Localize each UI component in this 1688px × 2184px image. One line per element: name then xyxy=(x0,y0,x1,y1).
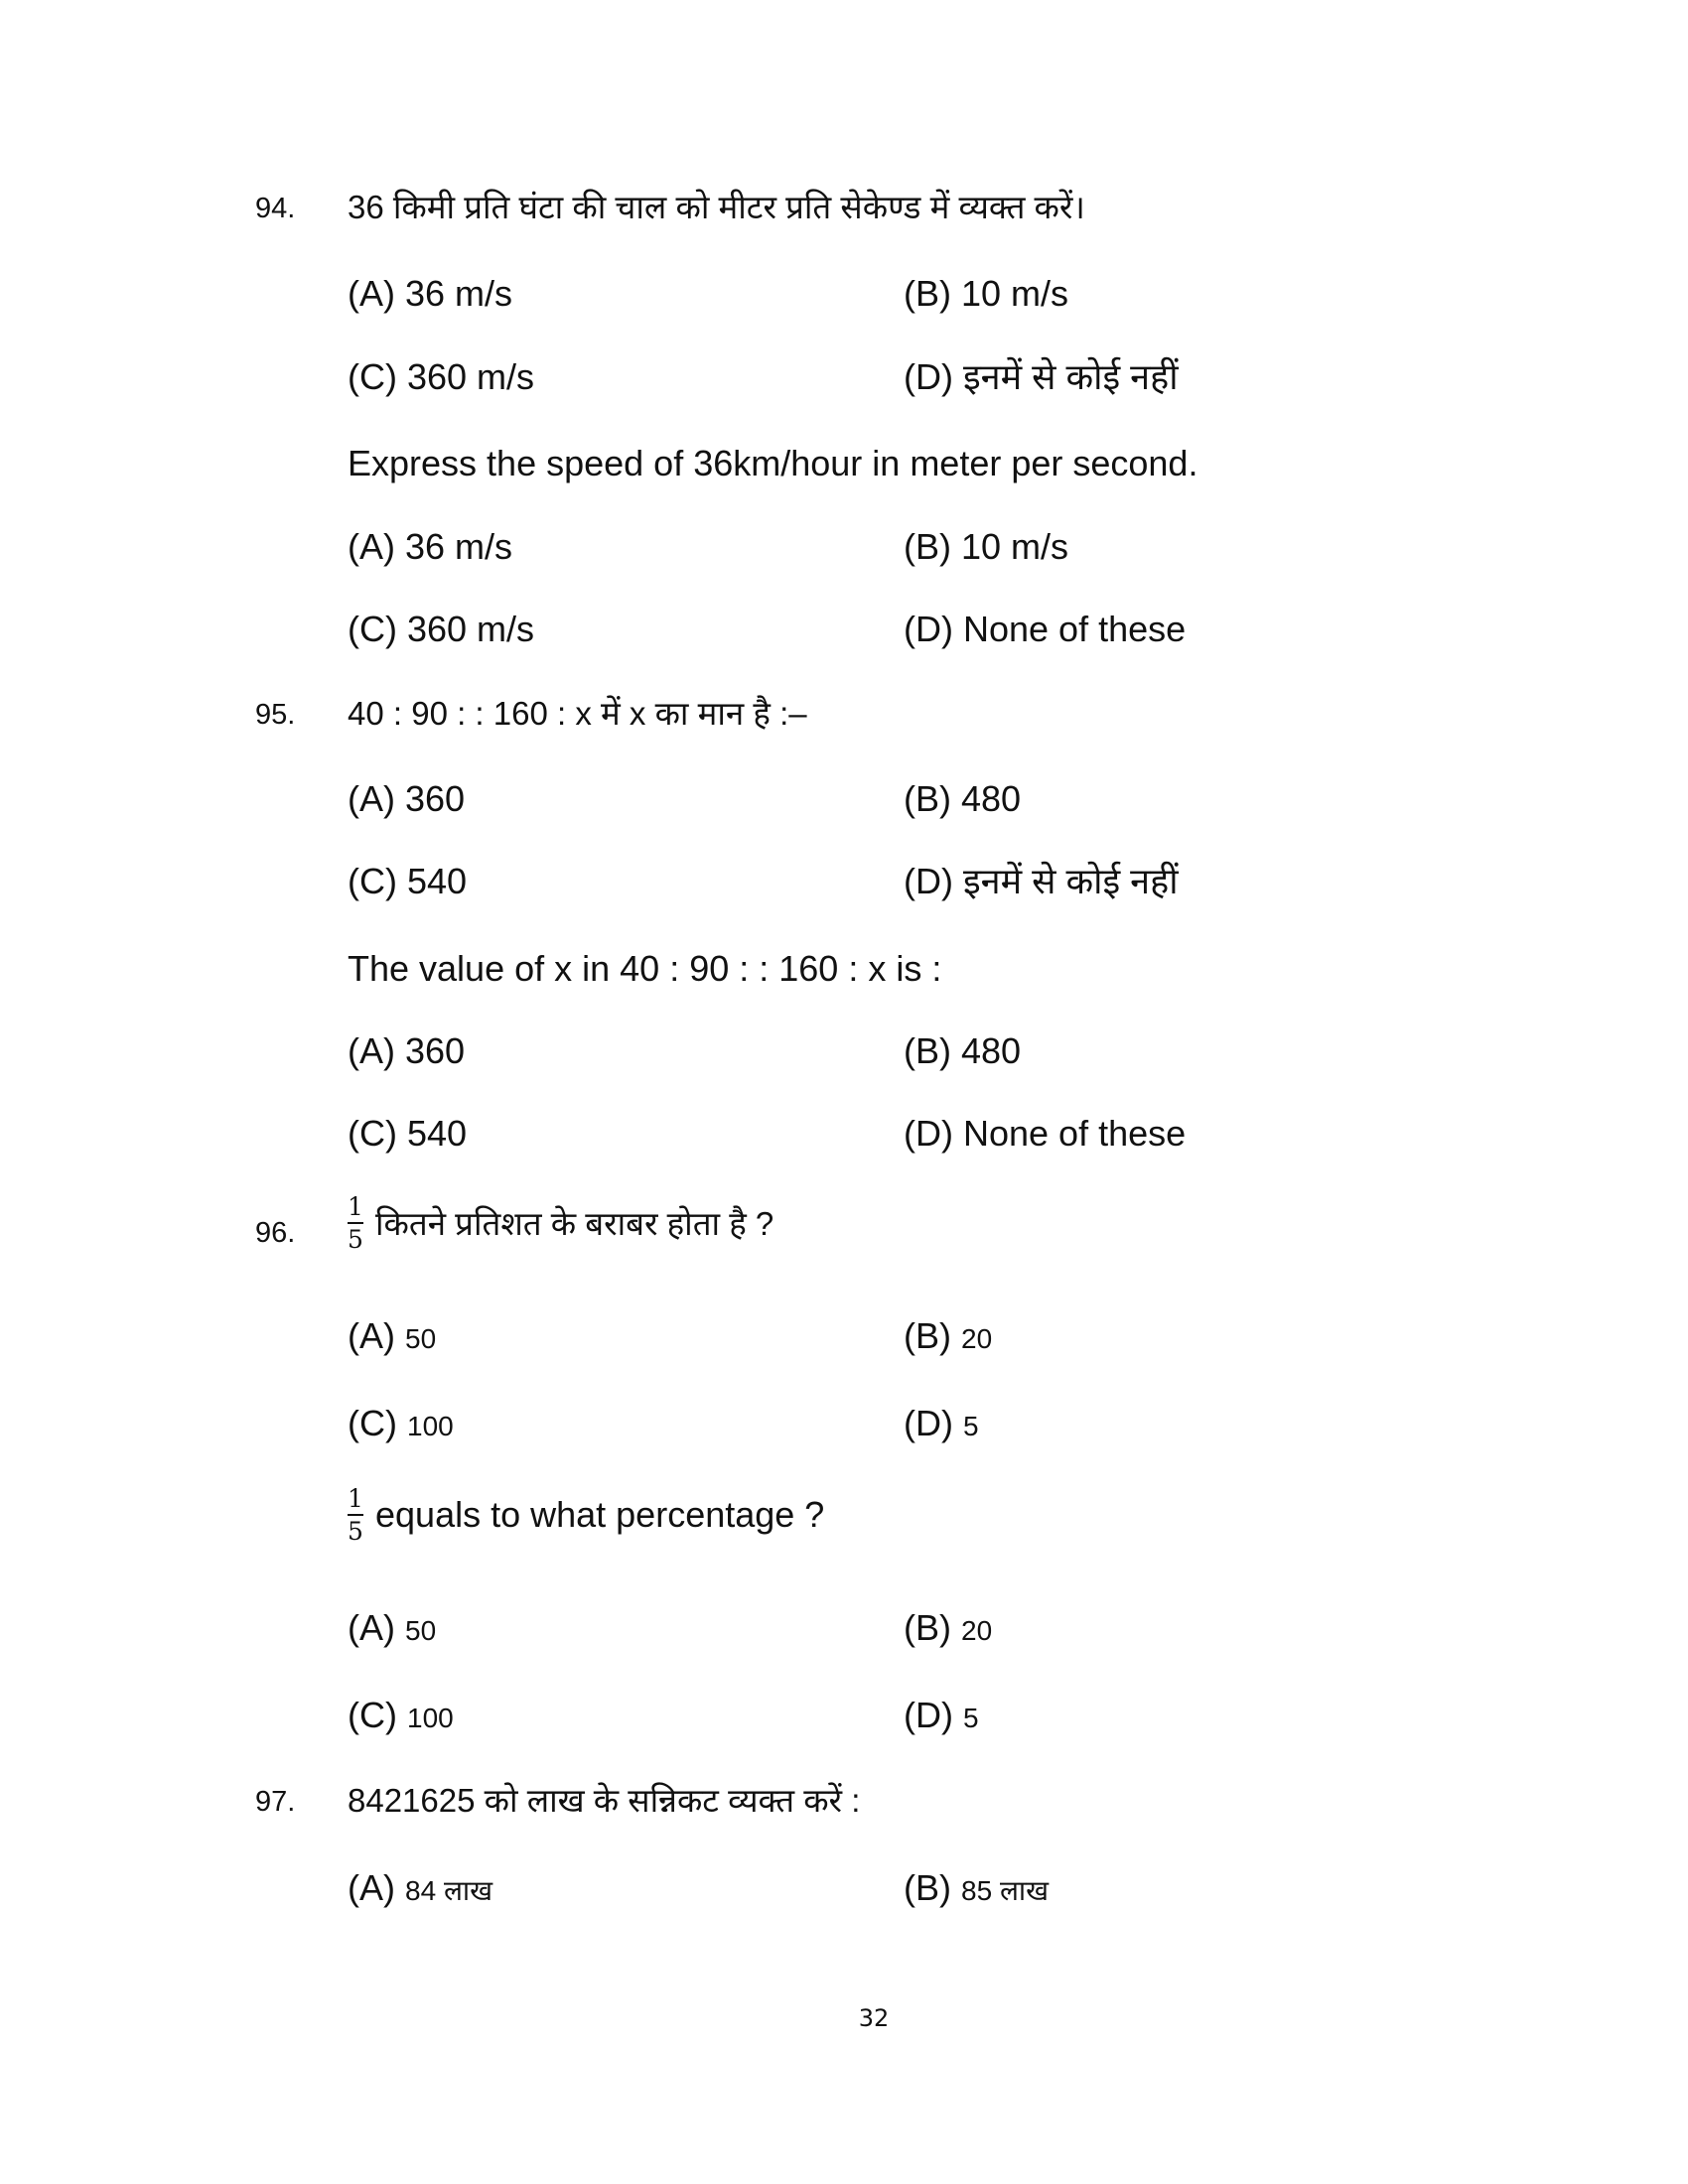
option-label: (B) xyxy=(904,1315,951,1356)
option-value: 84 लाख xyxy=(405,1875,493,1906)
question-text-english: Express the speed of 36km/hour in meter per second. xyxy=(348,443,1198,483)
option-b xyxy=(904,1607,993,1648)
option-value: 20 xyxy=(961,1615,993,1646)
question-text-hindi: 8421625 को लाख के सन्निकट व्यक्त करें : xyxy=(348,1782,861,1819)
option-value: 85 लाख xyxy=(961,1875,1050,1906)
option-d xyxy=(904,1695,979,1735)
option-label: (C) xyxy=(348,1695,397,1735)
option-value: 50 xyxy=(405,1615,437,1646)
question-number: 97. xyxy=(255,1786,296,1818)
option-label: (C) xyxy=(348,1403,397,1443)
option-b: (B) 10 m/s xyxy=(904,526,1069,567)
option-c: (C) 540 xyxy=(348,1113,468,1154)
option-d: (D) इनमें से कोई नहीं xyxy=(904,861,1179,901)
option-a: (A) 36 m/s xyxy=(348,273,513,314)
question-text-hindi: 36 किमी प्रति घंटा की चाल को मीटर प्रति सेकेण्ड में व्यक्त करें। xyxy=(348,189,1085,225)
option-a xyxy=(348,1607,437,1648)
fraction-numerator: 1 xyxy=(348,1192,363,1221)
option-value: 100 xyxy=(407,1703,454,1733)
option-c: (C) 360 m/s xyxy=(348,356,535,397)
option-label: (A) xyxy=(348,1867,395,1908)
option-a: (A) 36 m/s xyxy=(348,526,513,567)
option-label: (B) xyxy=(904,1867,951,1908)
option-value: 100 xyxy=(407,1411,454,1441)
question-text-english: equals to what percentage ? xyxy=(375,1494,825,1535)
question-text-hindi: 40 : 90 : : 160 : x में x का मान है :– xyxy=(348,695,807,732)
option-value: 50 xyxy=(405,1323,437,1354)
option-c: (C) 360 m/s xyxy=(348,609,535,649)
option-b xyxy=(904,1867,1050,1908)
option-d: (D) None of these xyxy=(904,1113,1187,1154)
option-label: (B) xyxy=(904,1607,951,1648)
option-value: 5 xyxy=(963,1411,979,1441)
option-a xyxy=(348,1315,437,1356)
option-d: (D) इनमें से कोई नहीं xyxy=(904,356,1179,397)
question-text-hindi-row xyxy=(348,1194,774,1252)
option-label: (D) xyxy=(904,1403,953,1443)
question-number: 96. xyxy=(255,1217,296,1249)
question-number: 94. xyxy=(255,193,296,224)
option-label: (D) xyxy=(904,1695,953,1735)
fraction-bar xyxy=(348,1222,363,1224)
question-number: 95. xyxy=(255,699,296,731)
fraction-numerator: 1 xyxy=(348,1484,363,1513)
option-a xyxy=(348,1867,493,1908)
option-d xyxy=(904,1403,979,1443)
option-b: (B) 480 xyxy=(904,778,1022,819)
fraction-denominator: 5 xyxy=(348,1225,363,1254)
option-c xyxy=(348,1403,454,1443)
option-label: (A) xyxy=(348,1315,395,1356)
option-value: 20 xyxy=(961,1323,993,1354)
option-value: 5 xyxy=(963,1703,979,1733)
question-text-english: The value of x in 40 : 90 : : 160 : x is : xyxy=(348,948,942,989)
option-label: (A) xyxy=(348,1607,395,1648)
fraction-bar xyxy=(348,1514,363,1516)
question-text-hindi: कितने प्रतिशत के बराबर होता है ? xyxy=(375,1204,774,1242)
option-c: (C) 540 xyxy=(348,861,468,901)
option-b: (B) 480 xyxy=(904,1030,1022,1071)
fraction-denominator: 5 xyxy=(348,1517,363,1546)
fraction xyxy=(348,1486,363,1544)
page-number: 32 xyxy=(858,2004,890,2032)
option-b xyxy=(904,1315,993,1356)
option-a: (A) 360 xyxy=(348,778,466,819)
option-c xyxy=(348,1695,454,1735)
question-text-english-row xyxy=(348,1486,824,1544)
option-d: (D) None of these xyxy=(904,609,1187,649)
option-a: (A) 360 xyxy=(348,1030,466,1071)
option-b: (B) 10 m/s xyxy=(904,273,1069,314)
fraction xyxy=(348,1194,363,1252)
